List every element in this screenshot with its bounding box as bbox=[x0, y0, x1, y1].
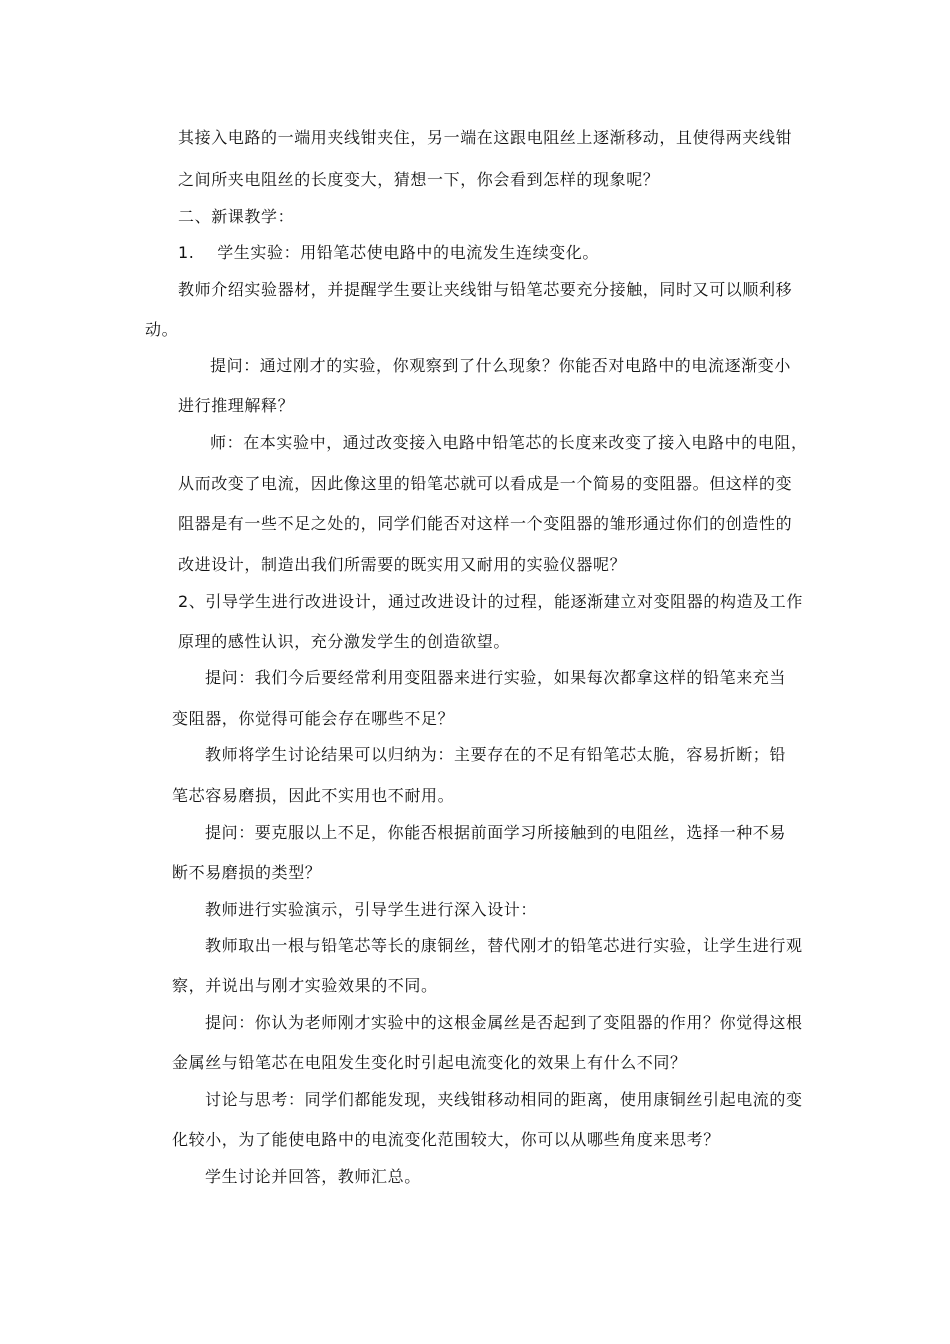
section-heading: 二、新课教学： bbox=[178, 207, 295, 226]
text-line: 改进设计，制造出我们所需要的既实用又耐用的实验仪器呢？ bbox=[178, 555, 627, 574]
text-line: 金属丝与铅笔芯在电阻发生变化时引起电流变化的效果上有什么不同？ bbox=[172, 1053, 687, 1072]
text-line: 教师将学生讨论结果可以归纳为：主要存在的不足有铅笔芯太脆，容易折断；铅 bbox=[205, 745, 787, 764]
text-line: 提问：要克服以上不足，你能否根据前面学习所接触到的电阻丝，选择一种不易 bbox=[205, 823, 787, 842]
text-line: 教师进行实验演示，引导学生进行深入设计： bbox=[205, 900, 538, 919]
text-line: 讨论与思考：同学们都能发现，夹线钳移动相同的距离，使用康铜丝引起电流的变 bbox=[205, 1090, 803, 1109]
text-line: 提问：我们今后要经常利用变阻器来进行实验，如果每次都拿这样的铅笔来充当 bbox=[205, 668, 787, 687]
subsection-heading: 2、引导学生进行改进设计，通过改进设计的过程，能逐渐建立对变阻器的构造及工作 bbox=[178, 592, 803, 611]
text-line: 教师取出一根与铅笔芯等长的康铜丝，替代刚才的铅笔芯进行实验，让学生进行观 bbox=[205, 936, 803, 955]
text-line: 笔芯容易磨损，因此不实用也不耐用。 bbox=[172, 786, 455, 805]
text-line: 阻器是有一些不足之处的，同学们能否对这样一个变阻器的雏形通过你们的创造性的 bbox=[178, 514, 793, 533]
text-line: 教师介绍实验器材，并提醒学生要让夹线钳与铅笔芯要充分接触，同时又可以顺利移 bbox=[178, 280, 793, 299]
text-line: 断不易磨损的类型？ bbox=[172, 863, 322, 882]
text-line: 原理的感性认识，充分激发学生的创造欲望。 bbox=[178, 632, 511, 651]
text-line: 其接入电路的一端用夹线钳夹住，另一端在这跟电阻丝上逐渐移动，且使得两夹线钳 bbox=[178, 128, 793, 147]
text-line: 化较小，为了能使电路中的电流变化范围较大，你可以从哪些角度来思考？ bbox=[172, 1130, 720, 1149]
text-line: 之间所夹电阻丝的长度变大，猜想一下，你会看到怎样的现象呢？ bbox=[178, 170, 660, 189]
text-line: 动。 bbox=[145, 320, 179, 339]
subsection-heading: 1. 学生实验：用铅笔芯使电路中的电流发生连续变化。 bbox=[178, 243, 600, 262]
text-line: 师：在本实验中，通过改变接入电路中铅笔芯的长度来改变了接入电路中的电阻， bbox=[210, 433, 808, 452]
text-line: 变阻器，你觉得可能会存在哪些不足？ bbox=[172, 709, 455, 728]
text-line: 从而改变了电流，因此像这里的铅笔芯就可以看成是一个简易的变阻器。但这样的变 bbox=[178, 474, 793, 493]
text-line: 察，并说出与刚才实验效果的不同。 bbox=[172, 976, 438, 995]
text-line: 提问：你认为老师刚才实验中的这根金属丝是否起到了变阻器的作用？你觉得这根 bbox=[205, 1013, 803, 1032]
text-line: 进行推理解释？ bbox=[178, 396, 295, 415]
text-line: 提问：通过刚才的实验，你观察到了什么现象？你能否对电路中的电流逐渐变小 bbox=[210, 356, 792, 375]
text-line: 学生讨论并回答，教师汇总。 bbox=[205, 1167, 421, 1186]
